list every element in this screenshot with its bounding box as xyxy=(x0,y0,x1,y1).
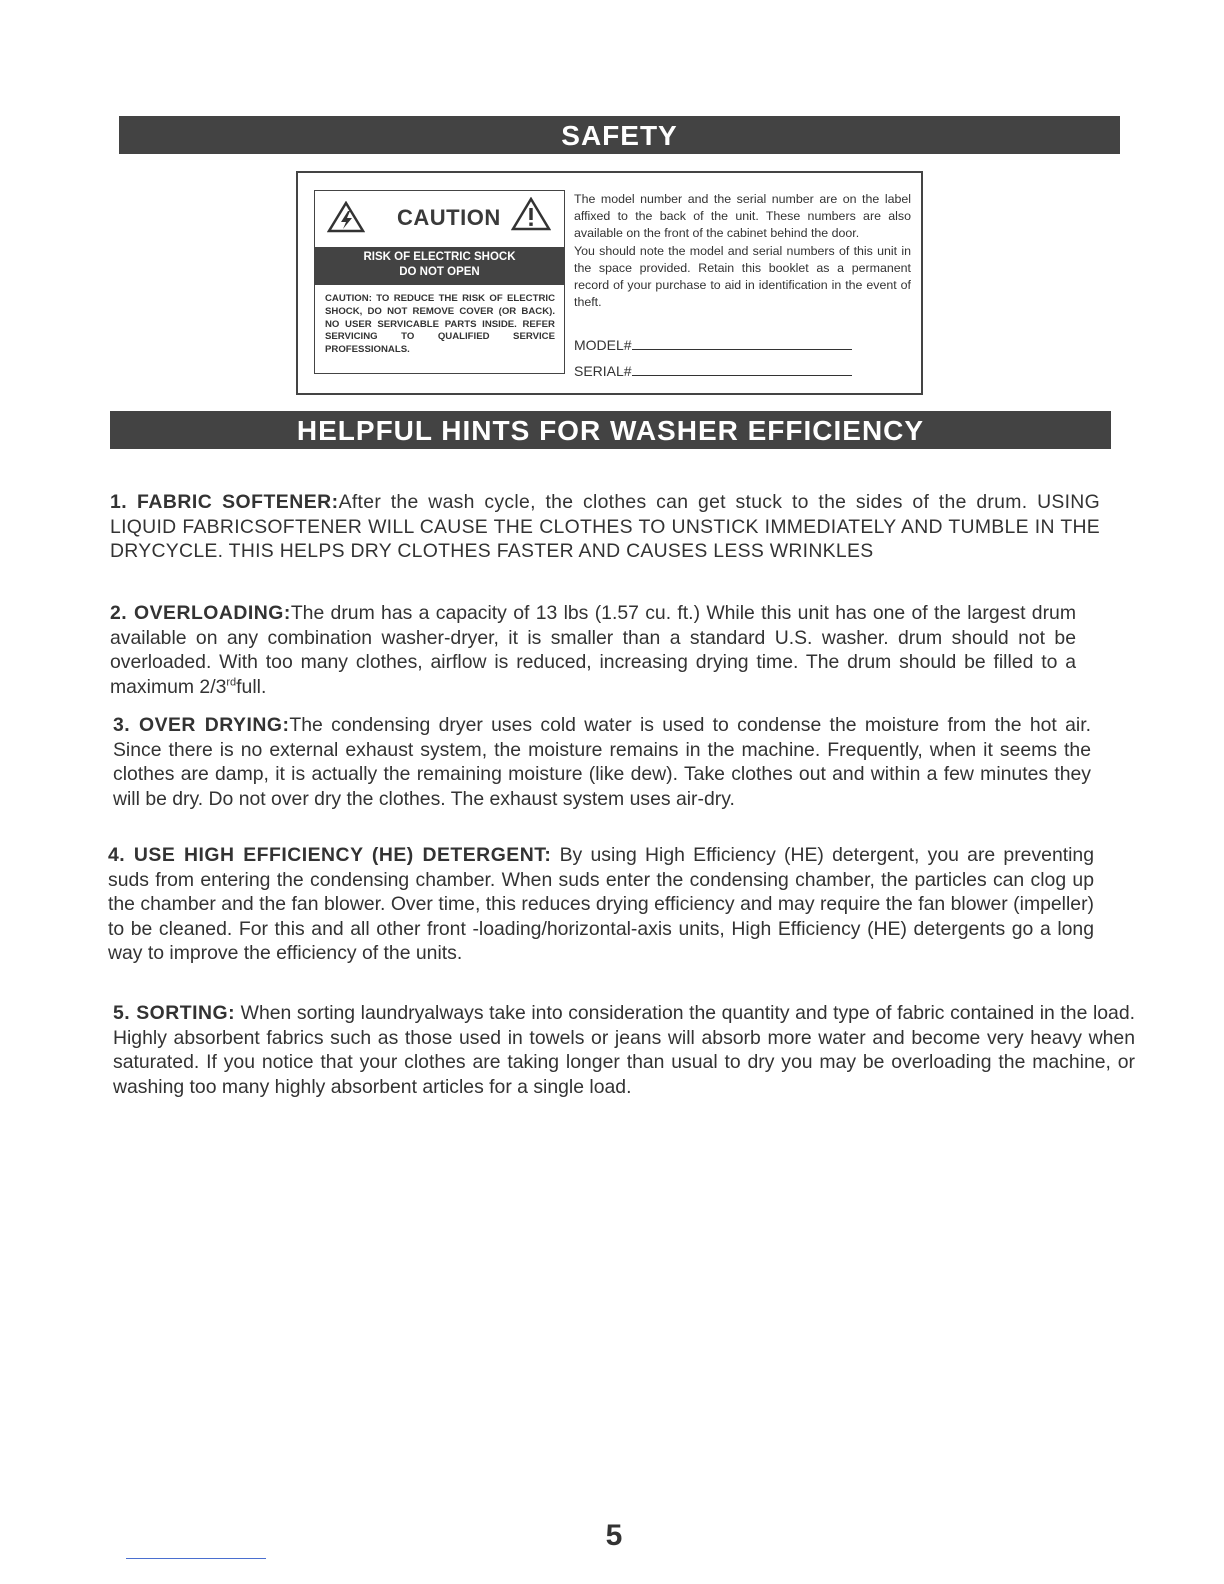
hint-text: After the wash cycle, the clothes can get stuck to the sides of the drum. USING LIQUID FABRICSOFTENER WILL CAUSE THE CLOTHES TO UNSTICK IMMEDIATELY AND TUMBLE IN THE DRYCYCLE. THIS HELPS DRY CLOTHES FASTER AND CAUSES LESS WRINKLES xyxy=(110,491,1100,563)
hint-heading: 5. SORTING: xyxy=(113,1002,236,1024)
hint-fabric-softener xyxy=(110,490,1100,564)
hint-over-drying xyxy=(113,713,1091,811)
serial-label: SERIAL# xyxy=(574,363,632,379)
safety-section-header: SAFETY xyxy=(119,116,1120,154)
hint-heading: 3. OVER DRYING: xyxy=(113,714,290,736)
hint-heading: 1. FABRIC SOFTENER: xyxy=(110,491,339,513)
caution-warning-text: CAUTION: TO REDUCE THE RISK OF ELECTRIC SHOCK, DO NOT REMOVE COVER (OR BACK). NO USER SERVICABLE PARTS INSIDE. REFER SERVICING TO QUALIFIED SERVICE PROFESSIONALS. xyxy=(325,293,555,356)
caution-word: CAUTION xyxy=(397,205,501,230)
model-blank-line xyxy=(632,348,852,350)
serial-blank-line xyxy=(632,374,852,376)
hint-text: The drum has a capacity of 13 lbs (1.57 cu. ft.) While this unit has one of the largest drum available on any combination washer-dryer, it is smaller than a standard U.S. washer. drum should not be overloaded. With too many clothes, airflow is reduced, increasing drying time. The drum should be filled to a maximum 2/3 xyxy=(110,602,1076,698)
exclamation-warning-icon xyxy=(511,197,551,231)
caution-label xyxy=(314,190,565,374)
hint-heading: 4. USE HIGH EFFICIENCY (HE) DETERGENT: xyxy=(108,844,552,866)
hint-heading: 2. OVERLOADING: xyxy=(110,602,291,624)
serial-info-para-2: You should note the model and serial numbers of this unit in the space provided. Retain this booklet as a permanent record of your purchase to aid in identification in the event of theft. xyxy=(574,244,911,309)
hint-overloading xyxy=(110,601,1076,699)
safety-info-box xyxy=(296,171,923,395)
serial-info-text xyxy=(574,191,911,313)
hint-text: By using High Efficiency (HE) detergent, you are preventing suds from entering the condensing chamber. When suds enter the condensing chamber, the particles can clog up the chamber and the fan blower. Over time, this reduces drying efficiency and may require the fan blower (impeller) to be cleaned. For this and all other front -loading/horizontal-axis units, High Efficiency (HE) detergents go a long way to improve the efficiency of the units. xyxy=(108,844,1094,965)
caution-header xyxy=(315,191,564,243)
model-label: MODEL# xyxy=(574,337,632,353)
hints-section-header: HELPFUL HINTS FOR WASHER EFFICIENCY xyxy=(110,411,1111,449)
page-number: 5 xyxy=(605,1519,623,1552)
hint-text: The condensing dryer uses cold water is used to condense the moisture from the hot air. Since there is no external exhaust system, the moisture remains in the machine. Frequently, when it seems the clothes are damp, it is actually the remaining moisture (like dew). Take clothes out and within a few minutes they will be dry. Do not over dry the clothes. The exhaust system uses air-dry. xyxy=(113,714,1091,810)
model-number-field xyxy=(574,337,852,353)
serial-number-field xyxy=(574,363,852,379)
risk-line-2: DO NOT OPEN xyxy=(399,266,480,278)
electric-shock-warning-icon xyxy=(327,201,365,233)
hint-text-tail: full. xyxy=(236,675,267,698)
footer-rule xyxy=(126,1558,266,1559)
hint-superscript: rd xyxy=(226,676,237,689)
risk-line-1: RISK OF ELECTRIC SHOCK xyxy=(363,251,516,263)
hint-sorting xyxy=(113,1001,1135,1099)
hint-he-detergent xyxy=(108,843,1094,966)
risk-of-shock-band xyxy=(315,247,564,285)
hint-text: When sorting laundryalways take into consideration the quantity and type of fabric contained in the load. Highly absorbent fabrics such as those used in towels or jeans will absorb more water and become very heavy when saturated. If you notice that your clothes are taking longer than usual to dry you may be overloading the machine, or washing too many highly absorbent articles for a single load. xyxy=(113,1002,1136,1098)
serial-info-para-1: The model number and the serial number are on the label affixed to the back of the unit. These numbers are also available on the front of the cabinet behind the door. xyxy=(574,192,911,240)
